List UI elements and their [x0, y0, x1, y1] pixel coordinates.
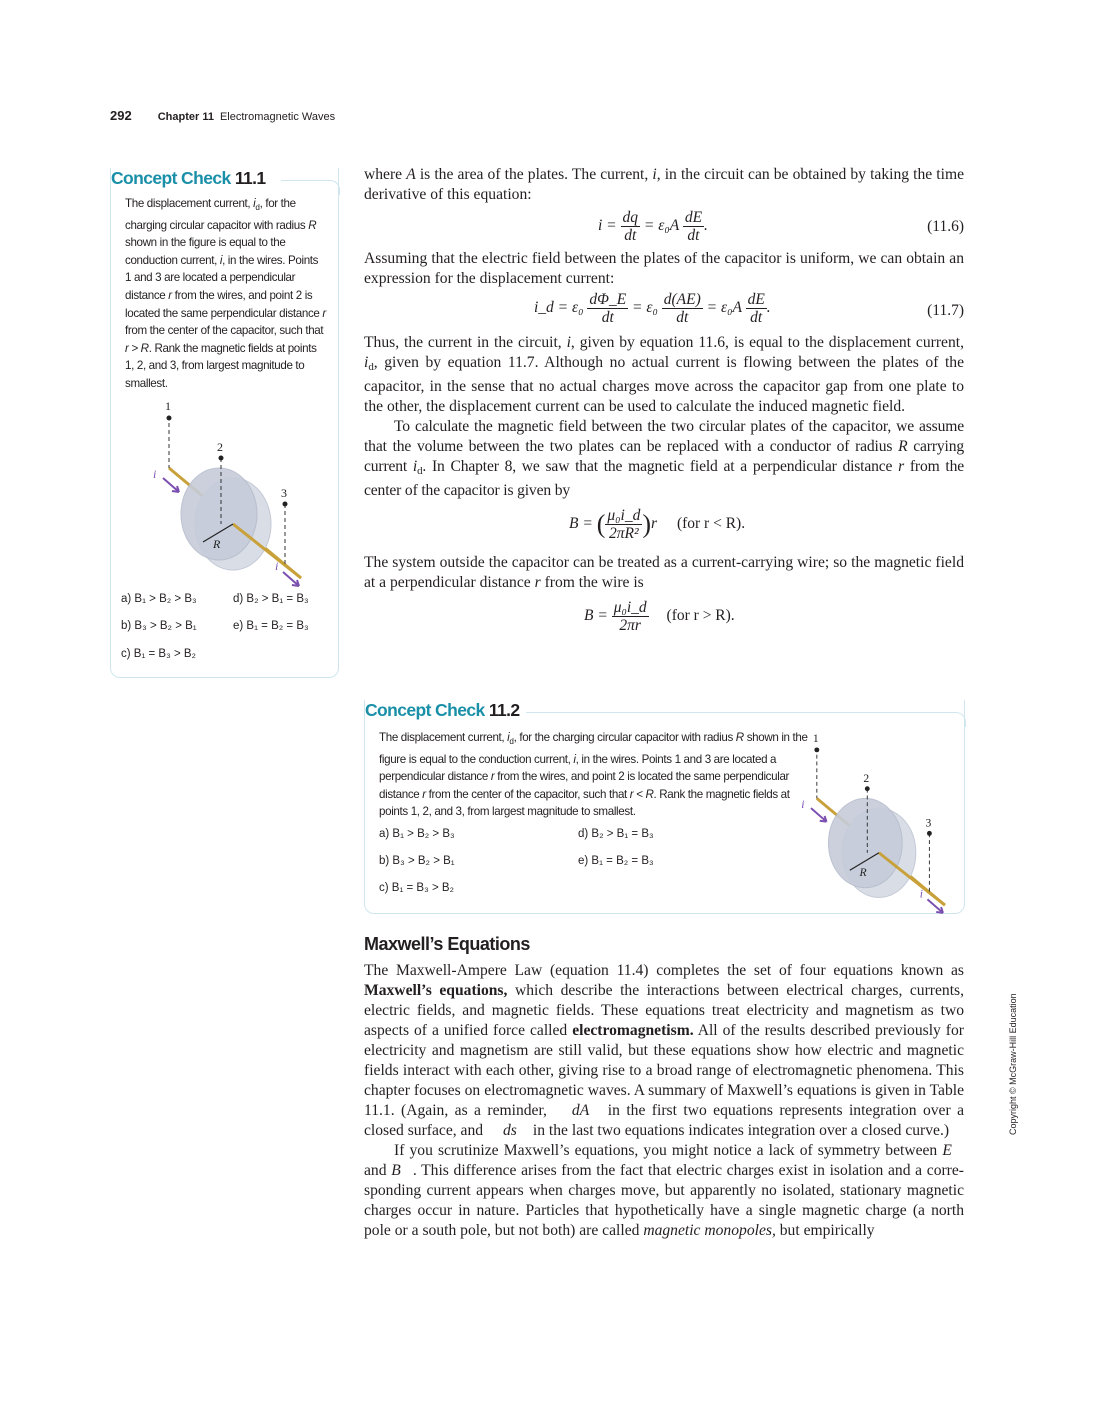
text-run: is the area of the plates. The current,: [415, 166, 653, 183]
text-run: i: [364, 354, 369, 371]
text-run: from the center of the capacitor, such that: [125, 324, 324, 338]
option-e[interactable]: e) B₁ = B₂ = B₃: [578, 855, 654, 867]
text-run: d: [368, 361, 374, 373]
eq-lhs: B =: [569, 515, 593, 533]
eq-term: r: [651, 515, 658, 533]
text-run: , for the charging circular capacitor with radius: [125, 197, 309, 232]
chapter-title: Electromagnetic Waves: [219, 111, 336, 123]
title-label: Concept Check: [111, 168, 231, 188]
text-run: and: [364, 1162, 392, 1179]
paragraph: [364, 249, 964, 289]
point-3-dot: [927, 831, 932, 836]
text-run: To calculate the magnetic field between the two circular plates of the capacitor, we assume that the volume between the two plates can be replaced with a conductor of radius: [364, 418, 964, 455]
text-run: shown in the figure is equal to the conduction current,: [125, 236, 286, 267]
text-run: d: [255, 203, 260, 212]
copyright-notice: Copyright © McGraw-Hill Education: [1008, 993, 1018, 1135]
text-run: , in the circuit can be obtained by taking the time derivative of this equation:: [364, 166, 965, 203]
eq-num: dq: [622, 209, 639, 226]
text-run: All of the results described previously for electricity and magnetism are still valid, but these equations show how electric and magnetic fields interact with each other, giving rise to a broad range of electromagnetic phenomena. This chapter focuses on electromagnetic waves. A summary of Maxwell’s equations is given in Table 11.1. (Again, as a reminder,: [364, 1022, 964, 1119]
paragraph: [364, 961, 964, 1141]
text-run: carrying current: [364, 438, 965, 475]
text-run: which describe the interactions between electrical charges, currents, electric fields, and magnetic fields. These equations treat electricity and magnetism as two aspects of a unified force called: [364, 982, 964, 1039]
option-e[interactable]: e) B₁ = B₂ = B₃: [233, 620, 309, 632]
text-run: Maxwell’s equations,: [364, 982, 508, 999]
section-heading: Maxwell’s Equations: [364, 934, 530, 954]
page-number: 292: [110, 108, 132, 123]
point-2-dot: [219, 456, 224, 461]
title-number: 11.1: [234, 168, 266, 188]
option-a[interactable]: a) B₁ > B₂ > B₃: [121, 593, 197, 605]
eq-num: μ₀i_d: [607, 507, 641, 524]
paragraph: [364, 165, 964, 205]
concept-check-title: [111, 168, 272, 189]
text-run: . This difference arises from the fact that electric charges exist in isolation and a corresponding current appears when charges move, but apparently no isolated, stationary magnetic charges occur in nature. Particles that hypothetically have a single magnetic charge (a north pole or a south pole, but not both) are called: [364, 1162, 964, 1239]
point-1-label: 1: [165, 399, 171, 413]
text-run: i: [507, 731, 510, 744]
option-b[interactable]: b) B₃ > B₂ > B₁: [379, 855, 455, 867]
concept-check-11-2: [364, 700, 965, 914]
text-run: in the first two equations represents integration over a closed surface, and: [364, 1102, 964, 1139]
eq-den: dt: [687, 227, 700, 244]
text-run: electromagnetism.: [572, 1022, 694, 1039]
text-run: from the wire is: [540, 574, 644, 591]
text-run: , for the charging circular capacitor with radius: [513, 731, 736, 744]
option-c[interactable]: c) B₁ = B₃ > B₂: [379, 882, 455, 894]
text-run: shown in the figure is equal to the conduction current,: [379, 731, 808, 766]
text-run: i: [573, 752, 576, 766]
text-run: The displacement current,: [125, 197, 254, 210]
text-run: B⃗: [391, 1162, 413, 1179]
text-run: i: [566, 334, 571, 351]
eq-den: 2πR²: [609, 525, 639, 542]
eq-den: dt: [676, 309, 689, 326]
text-run: . Rank the magnetic fields at points 1, 2, and 3, from largest magnitude to smallest.: [125, 341, 317, 390]
radius-label: R: [213, 537, 221, 551]
text-run: The system outside the capacitor can be treated as a current-carrying wire; so the magnetic field at a perpendicular distance: [364, 554, 964, 591]
option-b[interactable]: b) B₃ > B₂ > B₁: [121, 620, 197, 632]
point-2-label: 2: [863, 771, 870, 785]
current-arrow-icon: [163, 478, 179, 492]
main-text: [364, 165, 964, 643]
option-c[interactable]: c) B₁ = B₃ > B₂: [121, 648, 197, 660]
point-1-dot: [167, 416, 172, 421]
eq-num: dE: [684, 209, 703, 226]
point-3-label: 3: [281, 486, 287, 500]
point-2-dot: [865, 786, 870, 791]
current-label: i: [801, 798, 805, 812]
text-run: , in the wires. Points 1 and 3 are located a perpendicular distance: [125, 253, 319, 302]
equation-b-outside: [364, 593, 964, 643]
concept-check-11-1: [110, 168, 339, 678]
capacitor-figure: [151, 399, 311, 586]
text-run: ∮ ds⃗: [486, 1122, 529, 1139]
text-run: from the center of the capacitor is given by: [364, 458, 964, 499]
text-run: If you scrutinize Maxwell’s equations, you might notice a lack of symmetry between: [394, 1142, 943, 1159]
text-run: r: [168, 288, 172, 302]
paragraph: [364, 417, 964, 501]
option-d[interactable]: d) B₂ > B₁ = B₃: [578, 828, 654, 840]
point-2-label: 2: [217, 440, 223, 454]
text-run: from the wires, and point 2 is located the same perpendicular distance: [125, 288, 323, 320]
text-run: E⃗: [942, 1142, 964, 1159]
text-run: r: [490, 770, 495, 784]
text-run: where: [364, 166, 407, 183]
text-run: A: [406, 166, 416, 183]
equation-11-6: [364, 205, 964, 249]
text-run: . Rank the magnetic fields at points 1, 2, and 3, from largest magnitude to smallest.: [379, 787, 790, 819]
text-run: i: [219, 253, 223, 267]
eq-end: .: [704, 217, 708, 235]
equation-number: (11.7): [927, 302, 964, 319]
text-run: in the last two equations indicates integration over a closed curve.): [529, 1122, 950, 1139]
title-number: 11.2: [488, 700, 520, 720]
concept-check-title: [365, 700, 526, 721]
radius-label: R: [859, 866, 867, 880]
text-run: r: [898, 458, 905, 475]
eq-den: dt: [624, 227, 637, 244]
text-run: i: [652, 166, 657, 183]
text-run: , given by equation 11.7. Although no actual current is flowing between the plates of the capacitor, in the sense that no actual charges move across the capacitor gap from one plate to the other, the displacement current can be used to calculate the induced magnetic field.: [364, 354, 964, 415]
text-run: , in the wires. Points 1 and 3 are located a perpendicular distance: [379, 752, 777, 784]
eq-lhs: i_d = ε₀: [534, 299, 584, 317]
eq-end: .: [766, 299, 771, 317]
text-run: r < R: [629, 787, 654, 801]
text-run: R: [735, 731, 744, 744]
option-a[interactable]: a) B₁ > B₂ > B₃: [379, 828, 455, 840]
text-run: r: [534, 574, 541, 591]
equation-11-7: [364, 289, 964, 333]
eq-lhs: i =: [598, 217, 617, 235]
eq-condition: (for r > R).: [666, 607, 735, 625]
option-d[interactable]: d) B₂ > B₁ = B₃: [233, 593, 309, 605]
point-1-label: 1: [812, 732, 819, 746]
text-run: d: [509, 737, 514, 746]
text-run: The Maxwell-Ampere Law (equation 11.4) completes the set of four equations known as: [364, 962, 964, 979]
current-label: i: [919, 887, 923, 901]
text-run: r: [322, 306, 326, 320]
chapter-label: Chapter 11: [157, 111, 214, 123]
current-arrow-icon: [811, 808, 827, 822]
eq-num: μ₀i_d: [613, 599, 647, 616]
text-run: ∯ dA⃗: [553, 1102, 602, 1119]
text-run: d: [417, 465, 423, 477]
text-run: Thus, the current in the circuit,: [364, 334, 567, 351]
point-3-label: 3: [925, 816, 932, 830]
text-run: magnetic monopoles,: [643, 1222, 776, 1239]
equation-b-inside: B = ( $\frac{\text{μ₀i\_d}}{\text{2πR²}}$ )r (for r < R).: [569, 507, 746, 542]
running-header: [110, 108, 335, 123]
paragraph: [364, 553, 964, 593]
title-label: Concept Check: [365, 700, 485, 720]
text-run: Assuming that the electric field between the plates of the capacitor is uniform, we can obtain an expression for the displacement current:: [364, 250, 964, 287]
text-run: i: [253, 197, 256, 210]
eq-den: 2πr: [619, 617, 641, 634]
capacitor-figure: [797, 732, 957, 911]
question-text: [111, 168, 326, 393]
text-run: i: [412, 458, 418, 475]
point-3-dot: [283, 502, 288, 507]
text-run: . In Chapter 8, we saw that the magnetic field at a perpendicular distance: [422, 458, 899, 475]
point-1-dot: [814, 747, 819, 752]
text-run: The displacement current,: [379, 731, 508, 744]
eq-den: dt: [601, 309, 614, 326]
text-run: but empirically: [775, 1222, 875, 1239]
eq-num: dΦ_E: [589, 291, 627, 308]
text-run: R: [308, 218, 317, 232]
equation-number: (11.6): [927, 218, 964, 235]
eq-condition: (for r < R).: [676, 515, 746, 533]
question-text: [379, 729, 819, 821]
section-text: [364, 961, 964, 1241]
text-run: R: [898, 438, 908, 455]
text-run: r > R: [125, 341, 149, 355]
text-run: , given by equation 11.6, is equal to the displacement current,: [570, 334, 964, 351]
current-label: i: [153, 467, 157, 481]
text-run: from the center of the capacitor, such that: [425, 787, 630, 801]
text-run: from the wires, and point 2 is located the same perpendicular distance: [379, 770, 790, 801]
eq-term: = ε₀A: [643, 217, 679, 235]
paragraph: [364, 1141, 964, 1241]
text-run: r: [422, 787, 426, 801]
eq-lhs: B =: [584, 607, 608, 625]
current-label: i: [275, 559, 279, 573]
eq-term: = ε₀A: [706, 299, 742, 317]
eq-den: dt: [750, 309, 763, 326]
eq-num: dE: [747, 291, 765, 308]
paragraph: [364, 333, 964, 417]
eq-num: d(AE): [663, 291, 701, 308]
eq-term: = ε₀: [632, 299, 658, 317]
